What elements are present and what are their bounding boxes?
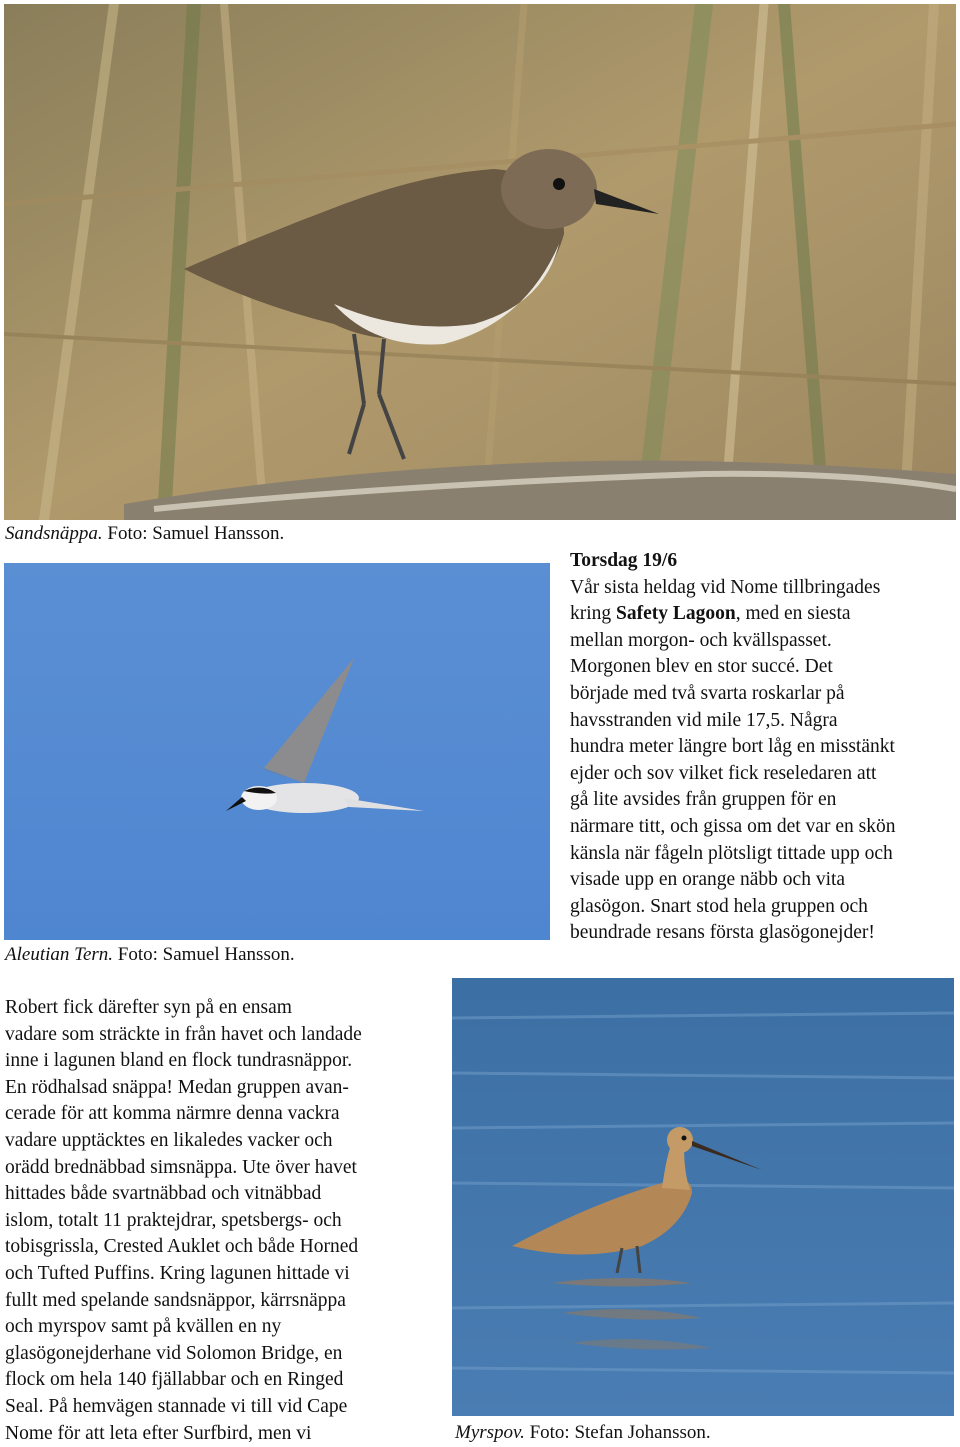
text-line: inne i lagunen bland en flock tundrasnäppor. [5,1050,353,1072]
text-segment: kring [570,603,617,625]
text-line: visade upp en orange näbb och vita [570,869,846,891]
text-line: gå lite avsides från gruppen för en [570,789,837,811]
text-line: islom, totalt 11 praktejdrar, spetsbergs- och [5,1209,342,1231]
day-heading: Torsdag 19/6 [570,550,678,571]
left-column-text [5,995,362,1447]
text-line: och Tufted Puffins. Kring lagunen hittade vi [5,1262,350,1284]
text-line: och myrspov samt på kvällen en ny [5,1316,282,1338]
right-column-text [570,548,895,947]
text-line: närmare titt, och gissa om det var en skön [570,815,896,837]
text-line: mellan morgon- och kvällspasset. [570,629,832,651]
sandpiper-caption [5,523,284,545]
text-line: glasögon. Snart stod hela gruppen och [570,895,868,917]
tern-caption-species: Aleutian Tern. [5,944,114,965]
sandpiper-caption-credit: Foto: Samuel Hansson. [102,523,285,544]
text-line: känsla när fågeln plötsligt tittade upp och [570,842,893,864]
text-line: tobisgrissla, Crested Auklet och både Horned [5,1236,359,1258]
text-line: orädd brednäbbad simsnäppa. Ute över havet [5,1156,357,1178]
sandpiper-caption-species: Sandsnäppa. [5,523,103,544]
text-line: Morgonen blev en stor succé. Det [570,656,833,678]
godwit-photo [452,978,954,1416]
text-line: vadare som sträckte in från havet och landade [5,1023,362,1045]
text-line: Nome för att leta efter Surfbird, men vi [5,1422,312,1444]
text-line: glasögonejderhane vid Solomon Bridge, en [5,1342,343,1364]
text-line: En rödhalsad snäppa! Medan gruppen avan- [5,1076,349,1098]
text-line: beundrade resans första glasögonejder! [570,922,875,944]
tern-photo [4,563,550,940]
text-line: vadare upptäcktes en likaledes vacker och [5,1129,333,1151]
text-line: cerade för att komma närmre denna vackra [5,1103,340,1125]
text-line: började med två svarta roskarlar på [570,682,845,704]
godwit-caption-credit: Foto: Stefan Johansson. [524,1422,711,1443]
text-line [570,601,895,628]
text-line: ejder och sov vilket fick reseledaren att [570,762,877,784]
text-segment: , med en siesta [735,603,851,625]
text-line: havsstranden vid mile 17,5. Några [570,709,838,731]
text-line: Seal. På hemvägen stannade vi till vid Cape [5,1395,348,1417]
tern-caption-credit: Foto: Samuel Hansson. [113,944,295,965]
godwit-caption [455,1422,711,1444]
text-line: flock om hela 140 fjällabbar och en Ringed [5,1369,344,1391]
place-name: Safety Lagoon [616,603,736,625]
text-line: Robert fick därefter syn på en ensam [5,997,292,1018]
text-line: hundra meter längre bort låg en misstänkt [570,736,895,758]
text-line: fullt med spelande sandsnäppor, kärrsnäppa [5,1289,346,1311]
text-line: Vår sista heldag vid Nome tillbringades [570,576,881,598]
godwit-caption-species: Myrspov. [455,1422,525,1443]
sandpiper-photo [4,4,956,520]
tern-caption [5,944,295,966]
text-line: hittades både svartnäbbad och vitnäbbad [5,1183,322,1205]
